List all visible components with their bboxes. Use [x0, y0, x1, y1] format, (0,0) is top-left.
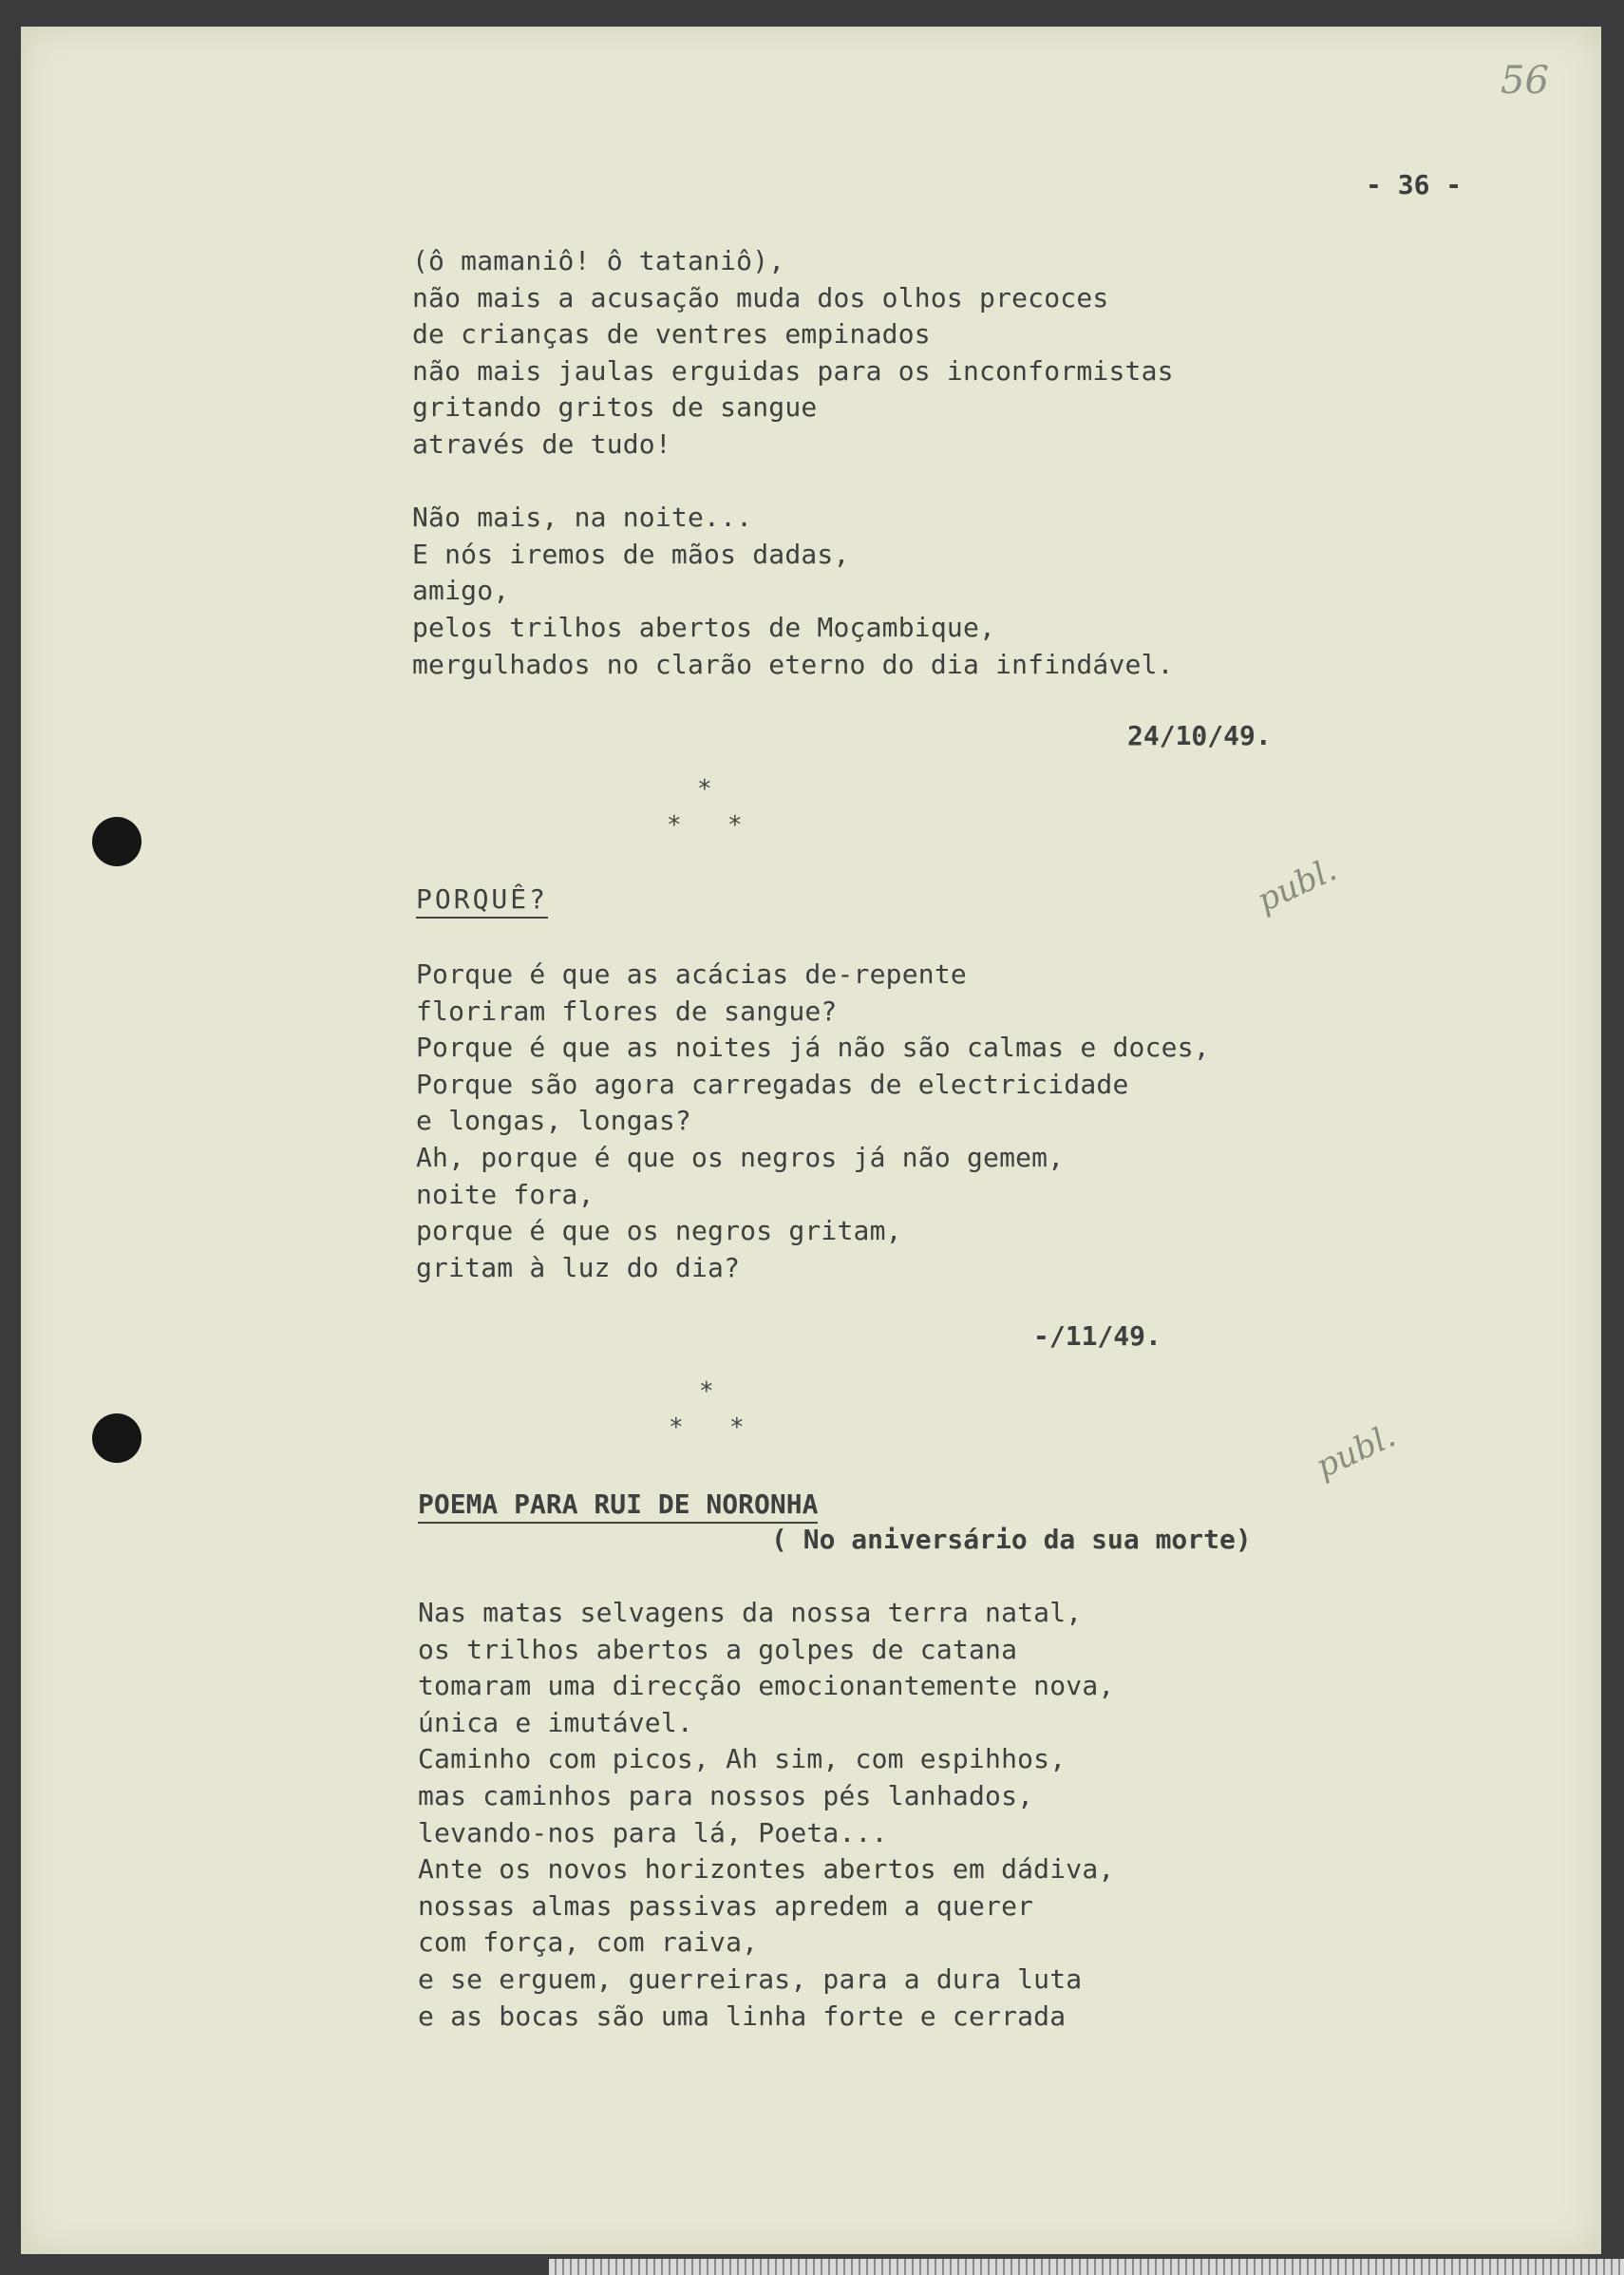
poem-line: Caminho com picos, Ah sim, com espihhos, [418, 1743, 1067, 1775]
poem-line: não mais jaulas erguidas para os inconformistas [412, 354, 1174, 387]
poem-line: nossas almas passivas apredem a querer [418, 1889, 1034, 1922]
poem1-date: 24/10/49. [1127, 720, 1272, 751]
poem2-title: PORQUÊ? [416, 883, 548, 919]
poem-line: E nós iremos de mãos dadas, [412, 538, 850, 570]
separator-star: * [669, 1413, 684, 1442]
separator-star: * [729, 1413, 745, 1442]
poem3-subtitle: ( No aniversário da sua morte) [771, 1524, 1252, 1555]
separator-star: * [697, 775, 712, 804]
poem-line: gritando gritos de sangue [412, 391, 818, 424]
poem-line: mas caminhos para nossos pés lanhados, [418, 1779, 1034, 1811]
poem-line: (ô mamaniô! ô tataniô), [412, 245, 785, 276]
poem-line: tomaram uma direcção emocionantemente nova, [418, 1670, 1115, 1702]
margin-note: publ. [1251, 850, 1343, 920]
poem-line: com força, com raiva, [418, 1926, 759, 1959]
poem-line: através de tudo! [412, 427, 671, 460]
poem-line: Porque é que as acácias de-repente [416, 958, 967, 990]
poem-line [412, 464, 1174, 501]
poem2-date: -/11/49. [1033, 1320, 1161, 1352]
poem-line: floriram flores de sangue? [416, 995, 838, 1027]
poem2-lines [416, 957, 1210, 1286]
poem-line: de crianças de ventres empinados [412, 318, 931, 351]
page-number: - 36 - [1366, 169, 1463, 200]
poem-line: e longas, longas? [416, 1105, 691, 1137]
separator-star: * [699, 1377, 714, 1406]
poem-line: Ah, porque é que os negros já não gemem, [416, 1141, 1065, 1173]
poem-line: Nas matas selvagens da nossa terra natal, [418, 1597, 1083, 1628]
poem-line: os trilhos abertos a golpes de catana [418, 1633, 1018, 1665]
poem-line: Porque é que as noites já não são calmas e doces, [416, 1032, 1210, 1064]
poem-line: Ante os novos horizontes abertos em dádiva, [418, 1853, 1115, 1886]
poem-line: não mais a acusação muda dos olhos precoces [412, 281, 1109, 313]
poem-line: pelos trilhos abertos de Moçambique, [412, 611, 996, 643]
poem-line: porque é que os negros gritam, [416, 1215, 902, 1247]
poem3-lines [418, 1595, 1114, 2035]
section-separator [655, 775, 743, 840]
poem1-lines [412, 243, 1174, 683]
punch-hole-top [92, 817, 142, 866]
archive-folio-number: 56 [1501, 59, 1549, 103]
separator-star: * [667, 811, 682, 840]
poem-line: amigo, [412, 575, 510, 607]
poem-line: e se erguem, guerreiras, para a dura luta [418, 1962, 1083, 1995]
poem-line: levando-nos para lá, Poeta... [418, 1816, 888, 1848]
poem-line: noite fora, [416, 1178, 595, 1210]
poem-line: Porque são agora carregadas de electricidade [416, 1068, 1129, 1100]
section-separator [657, 1377, 745, 1442]
poem-line: e as bocas são uma linha forte e cerrada [418, 2000, 1067, 2032]
scale-ruler [549, 2259, 1624, 2275]
poem-line: gritam à luz do dia? [416, 1251, 741, 1283]
punch-hole-bottom [92, 1413, 142, 1463]
poem-line: Não mais, na noite... [412, 502, 753, 534]
poem-line: mergulhados no clarão eterno do dia infindável. [412, 648, 1174, 680]
margin-note: publ. [1310, 1416, 1402, 1487]
poem-line: única e imutável. [418, 1706, 693, 1738]
separator-star: * [727, 811, 743, 840]
poem3-title: POEMA PARA RUI DE NORONHA [418, 1488, 818, 1524]
